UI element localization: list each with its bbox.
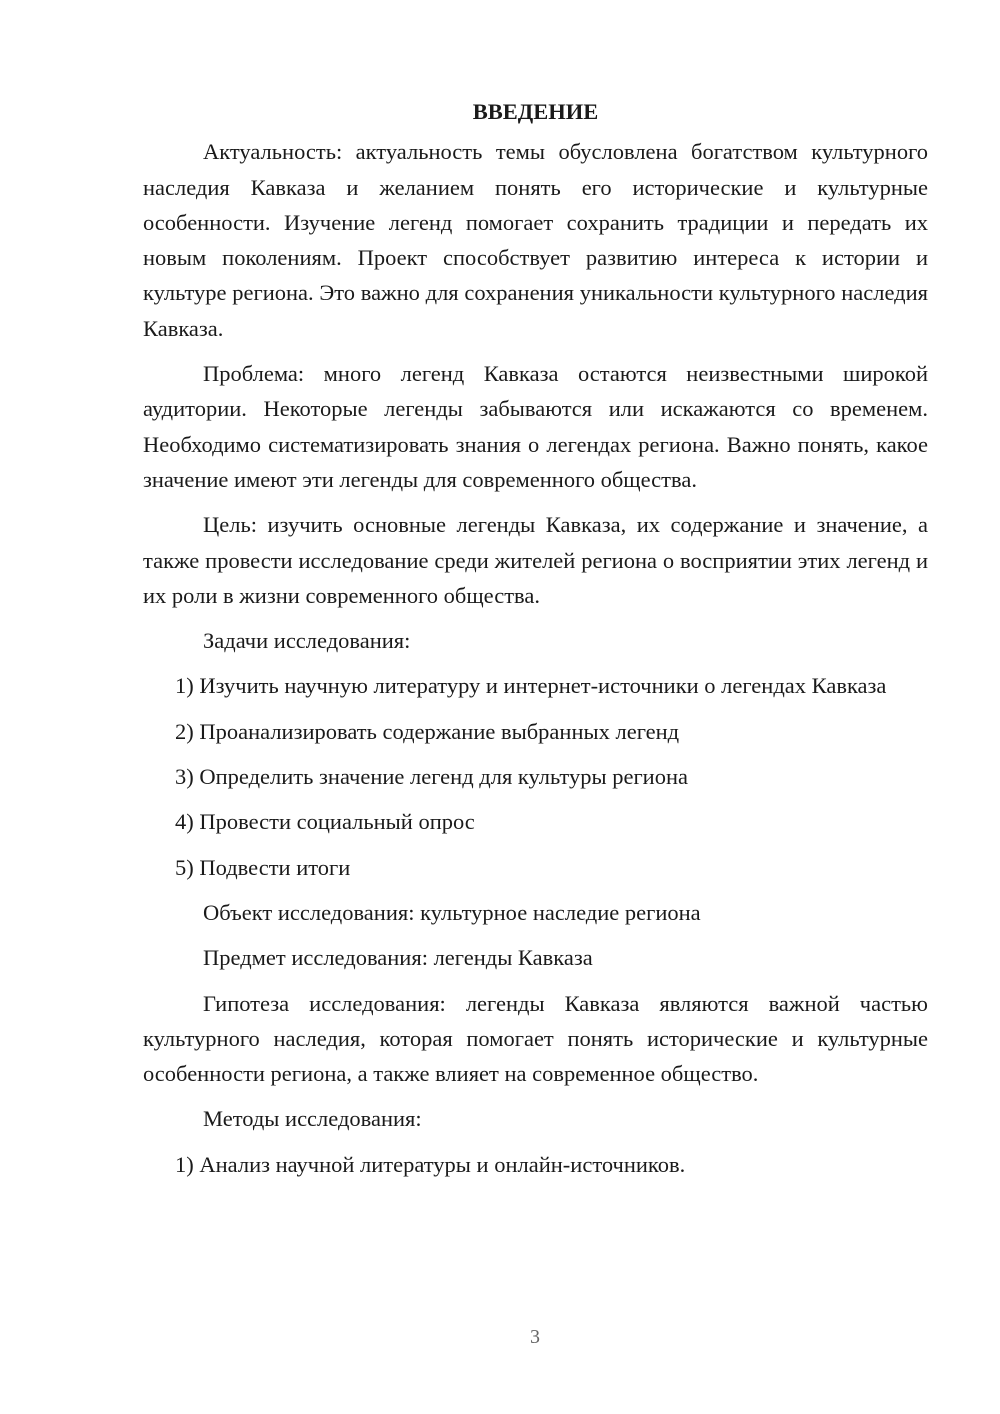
subject-line: Предмет исследования: легенды Кавказа [203, 945, 593, 971]
task-item: 5) Подвести итоги [175, 854, 351, 880]
method-item: 1) Анализ научной литературы и онлайн-источников. [175, 1151, 686, 1177]
object-line: Объект исследования: культурное наследие региона [203, 899, 701, 925]
relevance-paragraph: Актуальность: актуальность темы обусловлена богатством культурного наследия Кавказа и желанием понять его исторические и культурные особенности. Изучение легенд помогает сохранить традиции и передать их новым поколениям. Проект способствует развитию интереса к истории и культуре региона. Это важно для сохранения уникальности культурного наследия Кавказа. [143, 139, 928, 341]
page-number: 3 [530, 1326, 540, 1348]
task-item: 3) Определить значение легенд для культуры региона [175, 764, 688, 790]
task-item: 2) Проанализировать содержание выбранных легенд [175, 718, 680, 744]
problem-paragraph: Проблема: много легенд Кавказа остаются неизвестными широкой аудитории. Некоторые легенды забываются или искажаются со временем. Необходимо систематизировать знания о легендах региона. Важно понять, какое значение имеют эти легенды для современного общества. [143, 361, 928, 492]
page-content [143, 94, 928, 1192]
page-title: ВВЕДЕНИЕ [472, 99, 599, 124]
task-item: 4) Провести социальный опрос [175, 809, 475, 835]
tasks-heading: Задачи исследования: [203, 628, 411, 654]
task-item: 1) Изучить научную литературу и интернет-источники о легендах Кавказа [175, 673, 887, 699]
methods-heading: Методы исследования: [203, 1106, 422, 1132]
goal-paragraph: Цель: изучить основные легенды Кавказа, их содержание и значение, а также провести исследование среди жителей региона о восприятии этих легенд и их роли в жизни современного общества. [143, 512, 928, 608]
hypothesis-paragraph: Гипотеза исследования: легенды Кавказа являются важной частью культурного наследия, которая помогает понять исторические и культурные особенности региона, а также влияет на современное общество. [143, 990, 928, 1087]
